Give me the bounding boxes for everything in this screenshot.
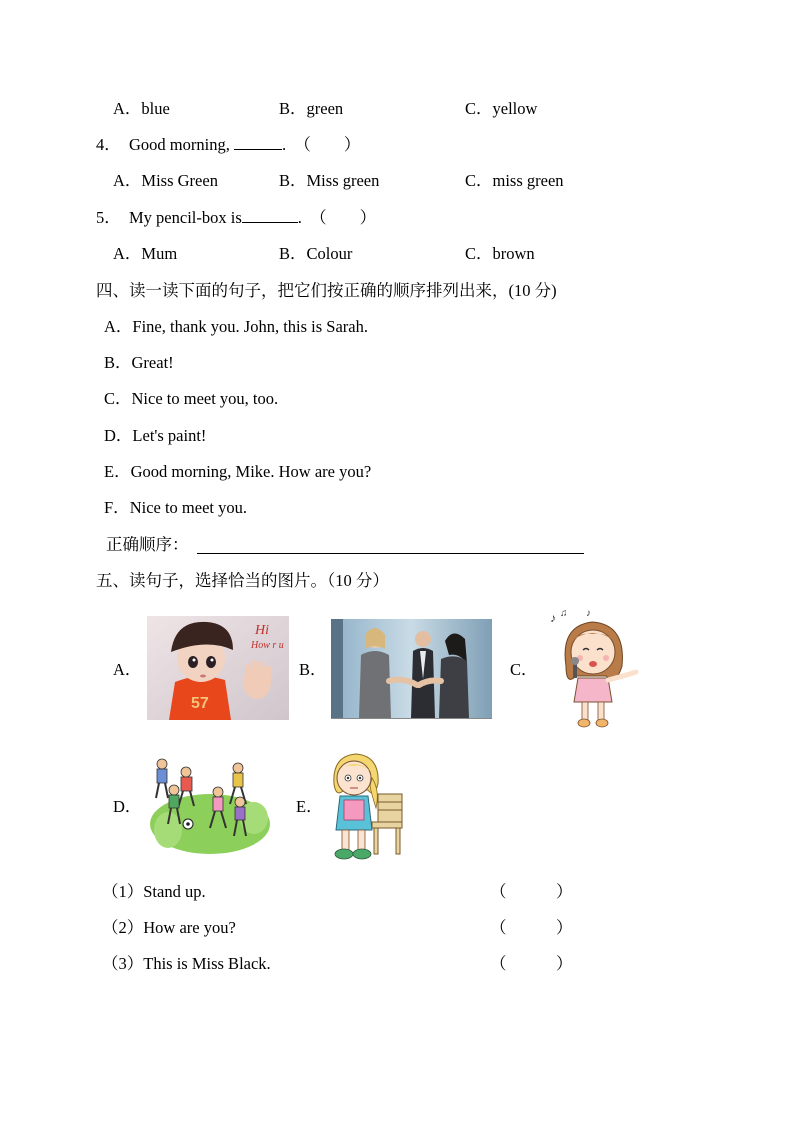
- svg-text:♫: ♫: [560, 608, 568, 619]
- question-5: 5． My pencil-box is . （ ）: [96, 208, 377, 227]
- svg-text:57: 57: [191, 695, 209, 712]
- q3-option-c[interactable]: C．yellow: [465, 99, 538, 118]
- q5-option-c[interactable]: C．brown: [465, 244, 535, 263]
- doll-waving-hi-image[interactable]: [147, 616, 289, 720]
- picture-a-label: A．: [113, 660, 142, 679]
- order-label: 正确顺序：: [106, 535, 189, 554]
- q4-option-b[interactable]: B．Miss green: [279, 171, 380, 190]
- girl-standing-by-chair-image[interactable]: [328, 750, 408, 866]
- svg-text:♪: ♪: [550, 611, 556, 625]
- section-5-answer-3[interactable]: （ ）: [490, 954, 573, 973]
- q4-blank[interactable]: [234, 135, 282, 150]
- picture-e-label: E．: [296, 797, 323, 816]
- q4-answer-paren[interactable]: （ ）: [294, 135, 361, 154]
- section-5-answer-2[interactable]: （ ）: [490, 918, 573, 937]
- section-4-title: 四、读一读下面的句子，把它们按正确的顺序排列出来，(10 分): [96, 281, 557, 300]
- kids-playing-football-image[interactable]: [148, 752, 272, 858]
- picture-b-label: B．: [299, 660, 327, 679]
- section-4-item-f: F．Nice to meet you.: [104, 498, 247, 517]
- q3-option-a[interactable]: A．blue: [113, 99, 170, 118]
- section-5-answer-1[interactable]: （ ）: [490, 882, 573, 901]
- section-4-item-e: E．Good morning, Mike. How are you?: [104, 462, 372, 481]
- girl-singing-image[interactable]: [546, 606, 640, 730]
- question-4: 4． Good morning, . （ ）: [96, 135, 361, 154]
- section-4-item-d: D．Let's paint!: [104, 426, 207, 445]
- section-5-question-2: （2）How are you?: [102, 918, 236, 937]
- section-4-item-a: A．Fine, thank you. John, this is Sarah.: [104, 317, 368, 336]
- q5-answer-paren[interactable]: （ ）: [310, 208, 377, 227]
- section-4-item-c: C．Nice to meet you, too.: [104, 389, 279, 408]
- q4-option-c[interactable]: C．miss green: [465, 171, 564, 190]
- order-answer-line[interactable]: [197, 553, 584, 554]
- section-5-question-1: （1）Stand up.: [102, 882, 206, 901]
- picture-c-label: C．: [510, 660, 538, 679]
- doll-caption: Hi: [255, 623, 269, 638]
- section-5-question-3: （3）This is Miss Black.: [102, 954, 271, 973]
- q3-option-b[interactable]: B．green: [279, 99, 344, 118]
- picture-d-label: D．: [113, 797, 142, 816]
- svg-text:How r u: How r u: [251, 640, 284, 651]
- section-5-title: 五、读句子，选择恰当的图片。（10 分）: [96, 571, 389, 590]
- svg-text:♪: ♪: [586, 608, 591, 619]
- q5-option-b[interactable]: B．Colour: [279, 244, 353, 263]
- q5-blank[interactable]: [242, 208, 298, 223]
- q5-option-a[interactable]: A．Mum: [113, 244, 178, 263]
- people-shaking-hands-image[interactable]: [331, 619, 492, 719]
- section-4-item-b: B．Great!: [104, 353, 174, 372]
- q4-option-a[interactable]: A．Miss Green: [113, 171, 218, 190]
